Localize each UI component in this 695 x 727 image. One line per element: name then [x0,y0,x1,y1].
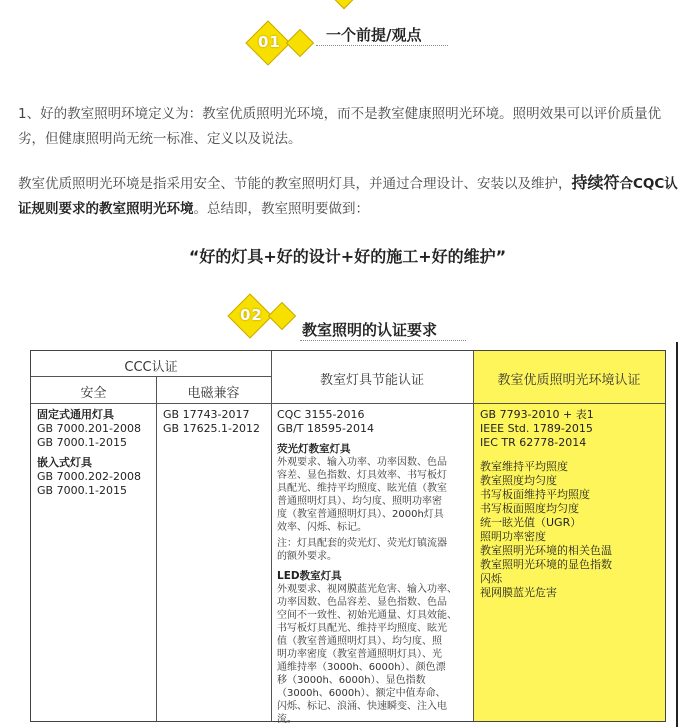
quality-item: 书写板面照度均匀度 [480,502,579,515]
table-divider [31,376,271,377]
quality-item: 闪烁 [480,572,502,585]
quality-item: 教室维持平均照度 [480,460,568,473]
energy-standard: CQC 3155-2016 [277,408,365,421]
section1-number: 01 [258,33,281,51]
quality-item: 视网膜蓝光危害 [480,586,557,599]
led-line: 通维持率（3000h、6000h）、颜色漂 [277,662,446,673]
fluorescent-note: 的额外要求。 [277,551,337,562]
table-divider [156,376,157,721]
scrollbar[interactable] [676,342,678,727]
embedded-luminaire-title: 嵌入式灯具 [37,456,92,469]
section2-title: 教室照明的认证要求 [302,321,438,339]
led-line: 流。 [277,714,297,725]
energy-column [277,408,473,726]
energy-standard: GB/T 18595-2014 [277,422,374,435]
table-divider [271,351,272,721]
energy-header: 教室灯具节能认证 [319,373,424,388]
quality-item: 教室照明光环境的显色指数 [480,558,612,571]
led-line: 闪烁、标记、浪涌、快速瞬变、注入电 [277,701,447,712]
fluorescent-note: 注：灯具配套的荧光灯、荧光灯镇流器 [277,538,447,549]
table-divider [473,351,474,721]
safety-standard: GB 7000.1-2015 [37,436,128,449]
quality-header: 教室优质照明光环境认证 [497,373,641,388]
section1-title: 一个前提/观点 [326,26,422,44]
top-diamond-decoration [333,0,356,9]
paragraph-summary-emphasis-big: 持续符 [571,173,620,192]
section2-number: 02 [240,306,263,324]
fluorescent-line: 外观要求、输入功率、功率因数、色品 [277,457,447,468]
emc-standard: GB 17625.1-2012 [163,422,261,435]
quality-standard: GB 7793-2010 + 表1 [480,408,594,421]
quality-item: 书写板面维持平均照度 [480,488,590,501]
led-line: 功率因数、色品容差、显色指数、色品 [277,597,447,608]
paragraph-summary-end: 。总结即，教室照明要做到： [193,201,369,217]
safety-standard: GB 7000.201-2008 [37,422,142,435]
emc-header: 电磁兼容 [187,386,240,401]
paragraph-summary-start: 教室优质照明光环境是指采用安全、节能的教室照明灯具，并通过合理设计、安装以及维护， [18,176,572,192]
led-line: 值（教室普通照明灯具）、均匀度、照 [277,636,442,647]
emc-column [163,408,271,436]
quality-item: 教室照明光环境的相关色温 [480,544,612,557]
fluorescent-line: 具配光、维持平均照度、眩光值（教室 [277,483,447,494]
paragraph-summary [18,170,678,222]
fluorescent-line: 容差、显色指数、灯具效率、书写板灯 [277,470,447,481]
fixed-luminaire-title: 固定式通用灯具 [37,408,114,421]
section2-underline [300,340,466,341]
section1-underline [316,45,448,46]
quality-item: 教室照度均匀度 [480,474,557,487]
paragraph-definition: 1、好的教室照明环境定义为：教室优质照明光环境，而不是教室健康照明光环境。照明效果可以评价质量优劣，但健康照明尚无统一标准、定义以及说法。 [18,106,662,147]
ccc-header: CCC认证 [124,360,178,375]
emc-standard: GB 17743-2017 [163,408,250,421]
table-divider [31,403,665,404]
led-line: 明功率密度（教室普通照明灯具）、光 [277,649,442,660]
fluorescent-title: 荧光灯教室灯具 [277,443,351,455]
safety-standard: GB 7000.1-2015 [37,484,128,497]
safety-header: 安全 [80,386,107,401]
led-line: 书写板灯具配光、维持平均照度、眩光 [277,623,447,634]
led-line: （3000h、6000h）、额定中值寿命、 [277,688,446,699]
led-title: LED教室灯具 [277,570,342,582]
fluorescent-line: 效率、闪烁、标记。 [277,522,367,533]
safety-standard: GB 7000.202-2008 [37,470,142,483]
quality-item: 统一眩光值（UGR） [480,516,582,529]
led-line: 空间不一致性、初始光通量、灯具效能、 [277,610,457,621]
safety-column [37,408,155,498]
led-line: 移（3000h、6000h）、显色指数 [277,675,426,686]
quality-item: 照明功率密度 [480,530,546,543]
quality-standard: IEC TR 62778-2014 [480,436,587,449]
fluorescent-line: 度（教室普通照明灯具）、2000h灯具 [277,509,444,520]
slogan: “好的灯具+好的设计+好的施工+好的维护” [188,247,507,266]
led-line: 外观要求、视网膜蓝光危害、输入功率、 [277,584,457,595]
certification-table [30,350,666,725]
quality-column [480,408,662,600]
fluorescent-line: 普通照明灯具）、均匀度、照明功率密 [277,496,442,507]
paragraph-summary-emphasis: 合CQC认证规则要求的教室照明光环境 [18,176,678,217]
quality-standard: IEEE Std. 1789-2015 [480,422,593,435]
